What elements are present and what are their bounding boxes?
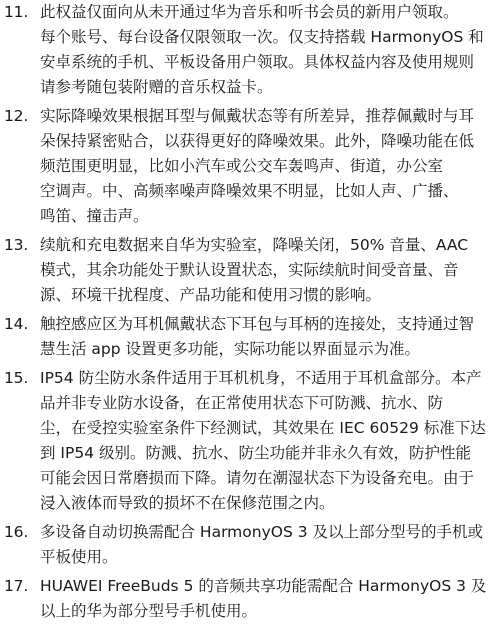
- note-line: 朵保持紧密贴合，以获得更好的降噪效果。此外，降噪功能在低: [40, 132, 475, 150]
- note-line: HUAWEI FreeBuds 5 的音频共享功能需配合 HarmonyOS 3 及: [40, 577, 487, 595]
- note-line: 以上的华为部分型号手机使用。: [40, 602, 258, 620]
- note-text: [40, 520, 500, 570]
- note-number: 12.: [4, 107, 29, 125]
- note-line: 源、环境干扰程度、产品功能和使用习惯的影响。: [40, 286, 382, 304]
- note-text: [40, 366, 500, 516]
- note-item-13: [0, 233, 500, 308]
- note-number: 16.: [4, 523, 29, 541]
- note-text: [40, 104, 500, 229]
- note-item-11: [0, 0, 500, 100]
- note-number: 13.: [4, 236, 29, 254]
- note-item-15: [0, 366, 500, 516]
- note-item-12: [0, 104, 500, 229]
- note-line: 浸入液体而导致的损坏不在保修范围之内。: [40, 494, 335, 512]
- note-text: [40, 233, 500, 308]
- note-item-14: [0, 312, 500, 362]
- note-line: 品并非专业防水设备，在正常使用状态下可防溅、抗水、防: [40, 394, 444, 412]
- note-number: 11.: [4, 3, 29, 21]
- note-line: 平板使用。: [40, 548, 118, 566]
- note-line: 每个账号、每台设备仅限领取一次。仅支持搭载 HarmonyOS 和: [40, 28, 484, 46]
- note-line: 多设备自动切换需配合 HarmonyOS 3 及以上部分型号的手机或: [40, 523, 484, 541]
- note-line: 可能会因日常磨损而下降。请勿在潮湿状态下为设备充电。由于: [40, 469, 475, 487]
- note-line: 慧生活 app 设置更多功能，实际功能以界面显示为准。: [40, 340, 421, 358]
- note-line: IP54 防尘防水条件适用于耳机机身，不适用于耳机盒部分。本产: [40, 369, 482, 387]
- note-line: 安卓系统的手机、平板设备用户领取。具体权益内容及使用规则: [40, 53, 475, 71]
- note-text: [40, 0, 500, 100]
- note-text: [40, 312, 500, 362]
- note-line: 请参考随包装附赠的音乐权益卡。: [40, 78, 273, 96]
- note-line: 空调声。中、高频率噪声降噪效果不明显，比如人声、广播、: [40, 182, 459, 200]
- note-line: 鸣笛、撞击声。: [40, 207, 149, 225]
- note-number: 15.: [4, 369, 29, 387]
- note-line: 触控感应区为耳机佩戴状态下耳包与耳柄的连接处，支持通过智: [40, 315, 475, 333]
- note-text: [40, 574, 500, 624]
- note-line: 实际降噪效果根据耳型与佩戴状态等有所差异，推荐佩戴时与耳: [40, 107, 475, 125]
- note-item-17: [0, 574, 500, 624]
- note-number: 14.: [4, 315, 29, 333]
- note-line: 到 IP54 级别。防溅、抗水、防尘功能并非永久有效，防护性能: [40, 444, 471, 462]
- note-line: 尘，在受控实验室条件下经测试，其效果在 IEC 60529 标准下达: [40, 419, 486, 437]
- note-number: 17.: [4, 577, 29, 595]
- note-line: 模式，其余功能处于默认设置状态，实际续航时间受音量、音: [40, 261, 459, 279]
- note-item-16: [0, 520, 500, 570]
- note-line: 此权益仅面向从未开通过华为音乐和听书会员的新用户领取。: [40, 3, 459, 21]
- note-line: 续航和充电数据来自华为实验室，降噪关闭，50% 音量、AAC: [40, 236, 469, 254]
- note-line: 频范围更明显，比如小汽车或公交车轰鸣声、街道，办公室: [40, 157, 444, 175]
